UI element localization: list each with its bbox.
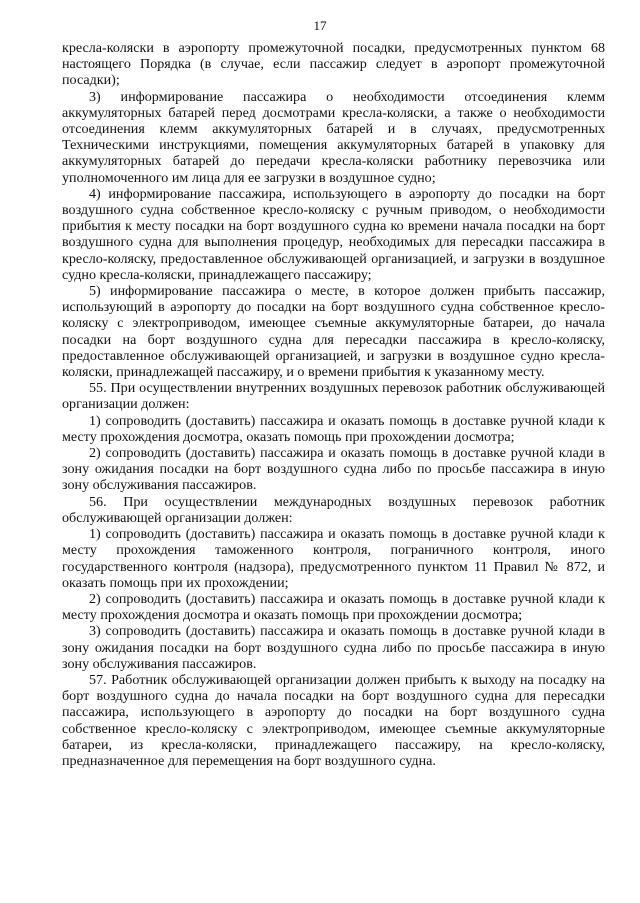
paragraph-56-item-1: 1) сопроводить (доставить) пассажира и оказать помощь в доставке ручной клади к месту прохождения таможенного контроля, пограничного контроля, иного государственного контроля (надзора), предусмотренного пунктом 11 Правил № 872, и оказать помощь при их прохождении; xyxy=(62,526,605,591)
paragraph-section-57: 57. Работник обслуживающей организации должен прибыть к выходу на посадку на борт воздушного судна до начала посадки на борт воздушного судна для пересадки пассажира, использующего в аэропорту до посадки на борт воздушного судна собственное кресло-коляску с электроприводом, имеющее съемные аккумуляторные батареи, из кресла-коляски, принадлежащего пассажиру, на кресло-коляску, предназначенное для перемещения на борт воздушного судна. xyxy=(62,671,605,769)
document-body xyxy=(62,40,605,769)
paragraph-item-3: 3) информирование пассажира о необходимости отсоединения клемм аккумуляторных батарей перед досмотрами кресла-коляски, а также о необходимости отсоединения клемм аккумуляторных батарей и в случаях, предусмотренных Техническими инструкциями, помещения аккумуляторных батарей в упаковку для аккумуляторных батарей до передачи кресла-коляски работнику перевозчика или уполномоченного им лица для ее загрузки в воздушное судно; xyxy=(62,88,605,186)
paragraph-55-item-1: 1) сопроводить (доставить) пассажира и оказать помощь в доставке ручной клади к месту прохождения досмотра, оказать помощь при прохождении досмотра; xyxy=(62,412,605,445)
paragraph-item-4: 4) информирование пассажира, использующего в аэропорту до посадки на борт воздушного судна собственное кресло-коляску с ручным приводом, о необходимости прибытия к месту посадки на борт воздушного судна ко времени начала посадки на борт воздушного судна для выполнения процедур, необходимых для пересадки пассажира в кресло-коляску, предоставленное обслуживающей организацией, и загрузки в воздушное судно кресла-коляски, принадлежащего пассажиру; xyxy=(62,185,605,283)
paragraph-56-item-2: 2) сопроводить (доставить) пассажира и оказать помощь в доставке ручной клади к месту прохождения досмотра и оказать помощь при прохождении досмотра; xyxy=(62,590,605,624)
paragraph-continuation: кресла-коляски в аэропорту промежуточной посадки, предусмотренных пунктом 68 настоящего Порядка (в случае, если пассажир следует в аэропорт промежуточной посадки); xyxy=(62,40,605,89)
paragraph-55-item-2: 2) сопроводить (доставить) пассажира и оказать помощь в доставке ручной клади в зону ожидания посадки на борт воздушного судна либо по просьбе пассажира в иную зону обслуживания пассажиров. xyxy=(62,445,605,494)
paragraph-section-55: 55. При осуществлении внутренних воздушных перевозок работник обслуживающей организации должен: xyxy=(62,380,605,413)
page-number: 17 xyxy=(313,18,327,33)
paragraph-section-56: 56. При осуществлении международных воздушных перевозок работник обслуживающей организации должен: xyxy=(62,493,605,526)
paragraph-56-item-3: 3) сопроводить (доставить) пассажира и оказать помощь в доставке ручной клади в зону ожидания посадки на борт воздушного судна либо по просьбе пассажира в иную зону обслуживания пассажиров. xyxy=(62,623,605,672)
paragraph-item-5: 5) информирование пассажира о месте, в которое должен прибыть пассажир, использующий в аэропорту до посадки на борт воздушного судна собственное кресло-коляску с электроприводом, имеющее съемные аккумуляторные батареи, до начала посадки на борт воздушного судна для пересадки пассажира в кресло-коляску, предоставленное обслуживающей организацией, и загрузки в воздушное судно кресла-коляски, принадлежащей пассажиру, и о времени прибытия к указанному месту. xyxy=(62,283,605,381)
